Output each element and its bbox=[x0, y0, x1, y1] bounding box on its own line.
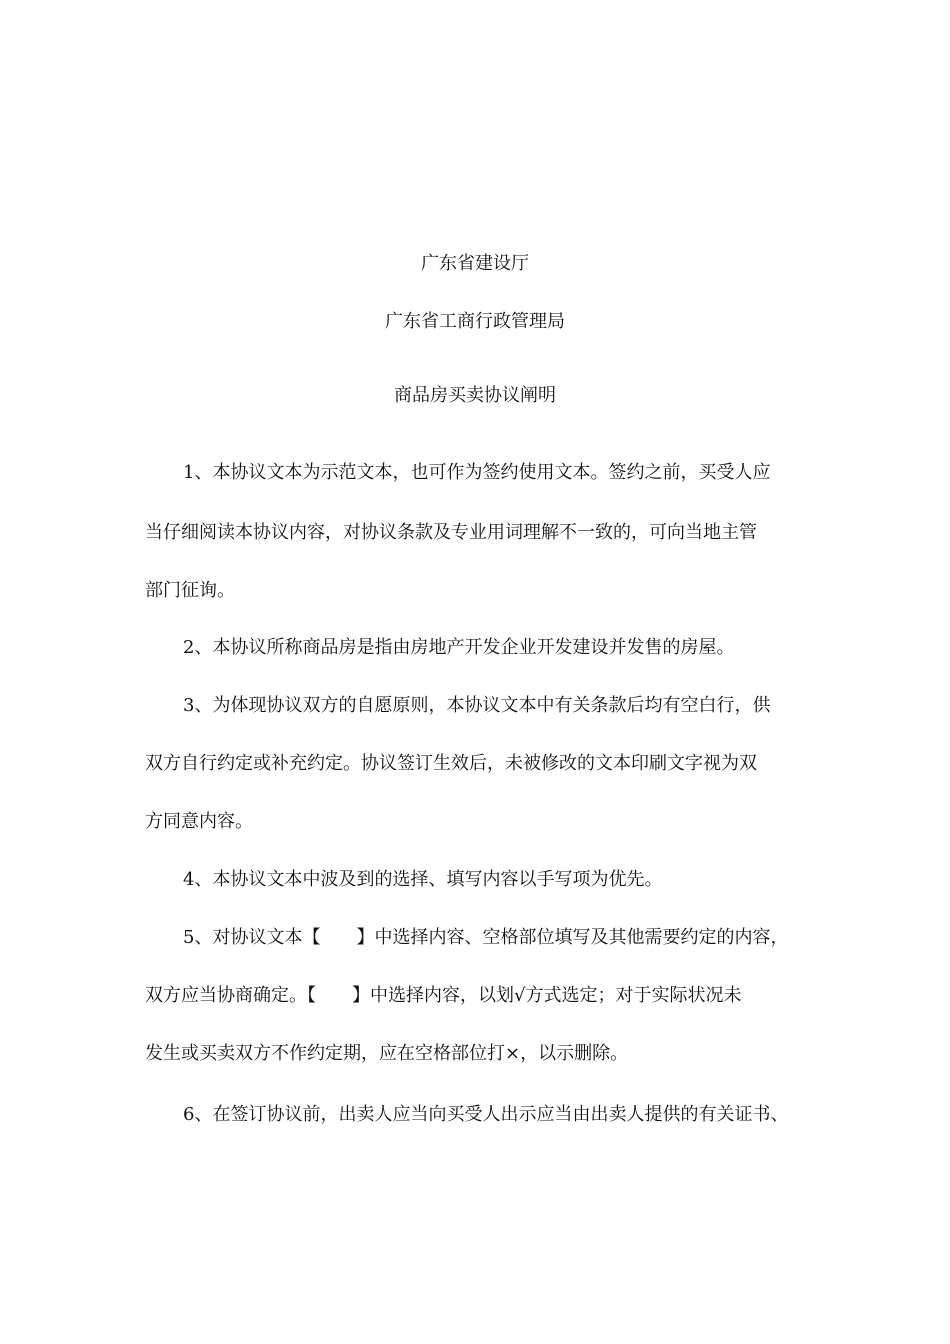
paragraph-3-line-1: 3、为体现协议双方的自愿原则，本协议文本中有关条款后均有空白行，供 bbox=[183, 695, 771, 716]
paragraph-1-line-2: 当仔细阅读本协议内容，对协议条款及专业用词理解不一致的，可向当地主管 bbox=[145, 522, 757, 543]
paragraph-3-line-3: 方同意内容。 bbox=[145, 811, 253, 832]
document-title: 商品房买卖协议阐明 bbox=[394, 385, 556, 406]
paragraph-3-line-2: 双方自行约定或补充约定。协议签订生效后，未被修改的文本印刷文字视为双 bbox=[145, 753, 757, 774]
paragraph-1-line-1: 1、本协议文本为示范文本，也可作为签约使用文本。签约之前，买受人应 bbox=[183, 462, 771, 483]
issuer-construction-department: 广东省建设厅 bbox=[421, 253, 529, 274]
paragraph-1-line-3: 部门征询。 bbox=[145, 580, 235, 601]
paragraph-5-line-2: 双方应当协商确定。【 】中选择内容，以划√方式选定；对于实际状况未 bbox=[145, 985, 742, 1006]
paragraph-2-line-1: 2、本协议所称商品房是指由房地产开发企业开发建设并发售的房屋。 bbox=[183, 637, 735, 658]
paragraph-5-line-1: 5、对协议文本【 】中选择内容、空格部位填写及其他需要约定的内容， bbox=[183, 927, 789, 948]
paragraph-5-line-3: 发生或买卖双方不作约定期，应在空格部位打×，以示删除。 bbox=[145, 1043, 629, 1064]
paragraph-6-line-1: 6、在签订协议前，出卖人应当向买受人出示应当由出卖人提供的有关证书、 bbox=[183, 1104, 789, 1125]
issuer-industry-commerce-bureau: 广东省工商行政管理局 bbox=[385, 311, 565, 332]
paragraph-4-line-1: 4、本协议文本中波及到的选择、填写内容以手写项为优先。 bbox=[183, 869, 663, 890]
